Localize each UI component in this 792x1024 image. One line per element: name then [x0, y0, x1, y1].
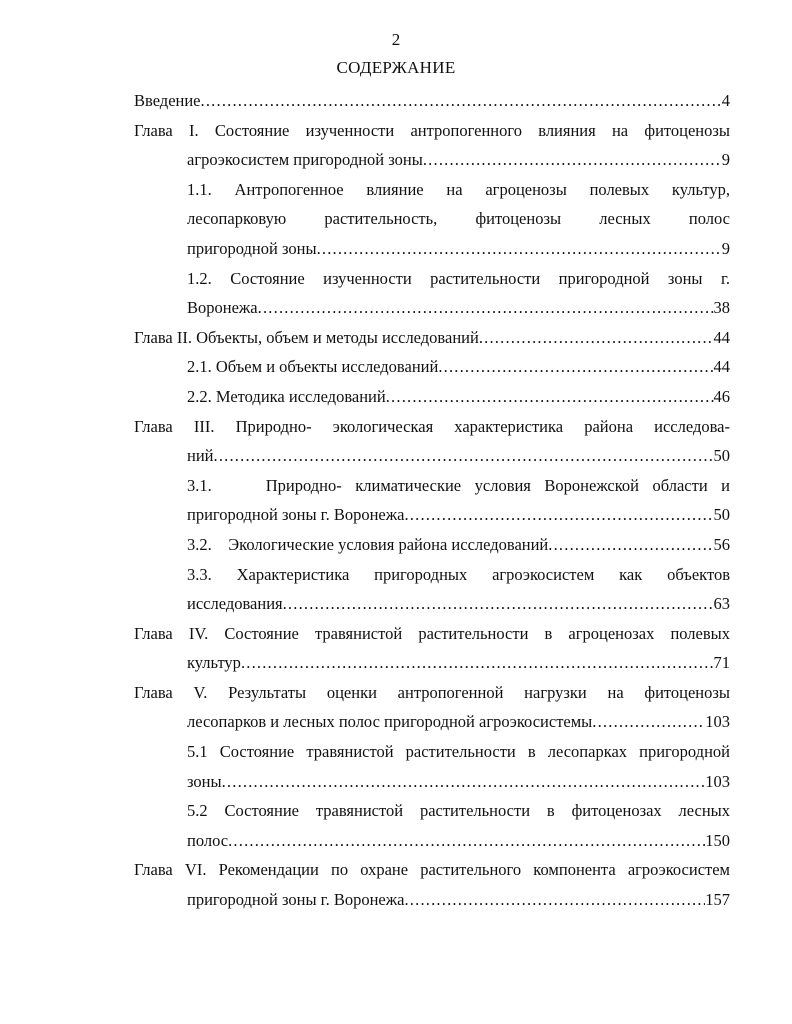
dot-leader [592, 707, 705, 737]
toc-entry-section-2-2[interactable] [134, 382, 730, 412]
toc-entry-text: исследования [187, 594, 283, 614]
toc-entry-chapter-3[interactable] [134, 412, 730, 471]
toc-entry-text: 1.2. Состояние изученности растительности пригородной зоны г. [187, 268, 730, 288]
toc-entry-text: 3.2. Экологические условия района исследований [187, 534, 549, 554]
toc-entry-section-3-1[interactable] [134, 471, 730, 530]
toc-entry-text: 5.2 Состояние травянистой растительности в фитоценозах лесных [187, 801, 730, 821]
dot-leader [283, 589, 714, 619]
dot-leader [438, 352, 713, 382]
toc-entry-text: 2.2. Методика исследований [187, 386, 386, 406]
dot-leader [228, 826, 705, 856]
dot-leader [548, 530, 713, 560]
toc-entry-text: Глава II. Объекты, объем и методы исследований [134, 327, 479, 347]
toc-entry-text: Глава VI. Рекомендации по охране растительного компонента агроэкосистем [134, 860, 730, 880]
dot-leader [423, 145, 722, 175]
toc-page-number: 103 [705, 771, 730, 791]
toc-entry-section-5-2[interactable] [134, 796, 730, 855]
toc-page-number: 38 [713, 298, 730, 318]
dot-leader [258, 293, 714, 323]
toc-page-number: 50 [713, 505, 730, 525]
toc-entry-text: Введение [134, 91, 201, 110]
toc-page-number: 9 [721, 150, 730, 170]
toc-title: СОДЕРЖАНИЕ [336, 58, 456, 77]
toc-page-number: 103 [705, 712, 730, 732]
dot-leader [317, 234, 722, 264]
toc-entry-chapter-2[interactable] [134, 323, 730, 353]
toc-entry-section-3-2[interactable] [134, 530, 730, 560]
toc-page-number: 150 [705, 830, 730, 850]
toc-entry-introduction[interactable] [134, 86, 730, 116]
toc-entry-text: ний [187, 446, 214, 466]
toc-entry-text: Глава I. Состояние изученности антропогенного влияния на фитоценозы [134, 120, 730, 140]
toc-entry-chapter-1[interactable] [134, 116, 730, 175]
toc-page-number: 46 [713, 386, 730, 406]
toc-entry-text: 3.1. Природно- климатические условия Воронежской области и [187, 475, 730, 495]
toc-entry-chapter-6[interactable] [134, 855, 730, 914]
toc-entry-text: Глава III. Природно- экологическая характеристика района исследова- [134, 416, 730, 436]
toc-entry-section-3-3[interactable] [134, 560, 730, 619]
toc-entry-chapter-4[interactable] [134, 619, 730, 678]
toc-entry-section-1-2[interactable] [134, 264, 730, 323]
dot-leader [404, 885, 705, 915]
toc-entry-text: агроэкосистем пригородной зоны [187, 150, 423, 170]
toc-entry-text: 5.1 Состояние травянистой растительности в лесопарках пригородной [187, 742, 730, 762]
toc-page-number: 71 [713, 653, 730, 673]
toc-page-number: 4 [721, 91, 730, 110]
dot-leader [241, 648, 714, 678]
toc-entry-text: полос [187, 830, 229, 850]
toc-entry-text: Воронежа [187, 298, 258, 318]
toc-page-number: 44 [713, 357, 730, 377]
dot-leader [479, 323, 714, 353]
toc-entry-text: культур [187, 653, 241, 673]
toc-entry-section-1-1[interactable] [134, 175, 730, 264]
dot-leader [201, 86, 722, 116]
toc-entry-text: 3.3. Характеристика пригородных агроэкосистем как объектов [187, 564, 730, 584]
toc-page-number: 56 [713, 534, 730, 554]
page-number: 2 [391, 30, 401, 49]
toc-entry-text: лесопарков и лесных полос пригородной агроэкосистемы [187, 712, 593, 732]
toc-entry-text: зоны [187, 771, 222, 791]
toc-page-number: 157 [705, 890, 730, 910]
toc-page-number: 9 [721, 238, 730, 258]
toc-entry-text: 2.1. Объем и объекты исследований [187, 357, 439, 377]
toc-entry-text: лесопарковую растительность, фитоценозы лесных полос [187, 209, 730, 229]
dot-leader [222, 767, 706, 797]
toc-page-number: 63 [713, 594, 730, 614]
dot-leader [404, 500, 713, 530]
toc-entry-text: 1.1. Антропогенное влияние на агроценозы полевых культур, [187, 179, 730, 199]
table-of-contents [134, 86, 730, 915]
toc-entry-section-2-1[interactable] [134, 352, 730, 382]
dot-leader [386, 382, 714, 412]
toc-entry-section-5-1[interactable] [134, 737, 730, 796]
toc-entry-text: пригородной зоны г. Воронежа [187, 890, 405, 910]
toc-entry-chapter-5[interactable] [134, 678, 730, 737]
toc-entry-text: пригородной зоны [187, 238, 317, 258]
toc-page-number: 44 [713, 327, 730, 347]
toc-entry-text: пригородной зоны г. Воронежа [187, 505, 405, 525]
toc-page-number: 50 [713, 446, 730, 466]
toc-entry-text: Глава IV. Состояние травянистой растительности в агроценозах полевых [134, 623, 730, 643]
toc-entry-text: Глава V. Результаты оценки антропогенной нагрузки на фитоценозы [134, 682, 730, 702]
dot-leader [214, 441, 714, 471]
